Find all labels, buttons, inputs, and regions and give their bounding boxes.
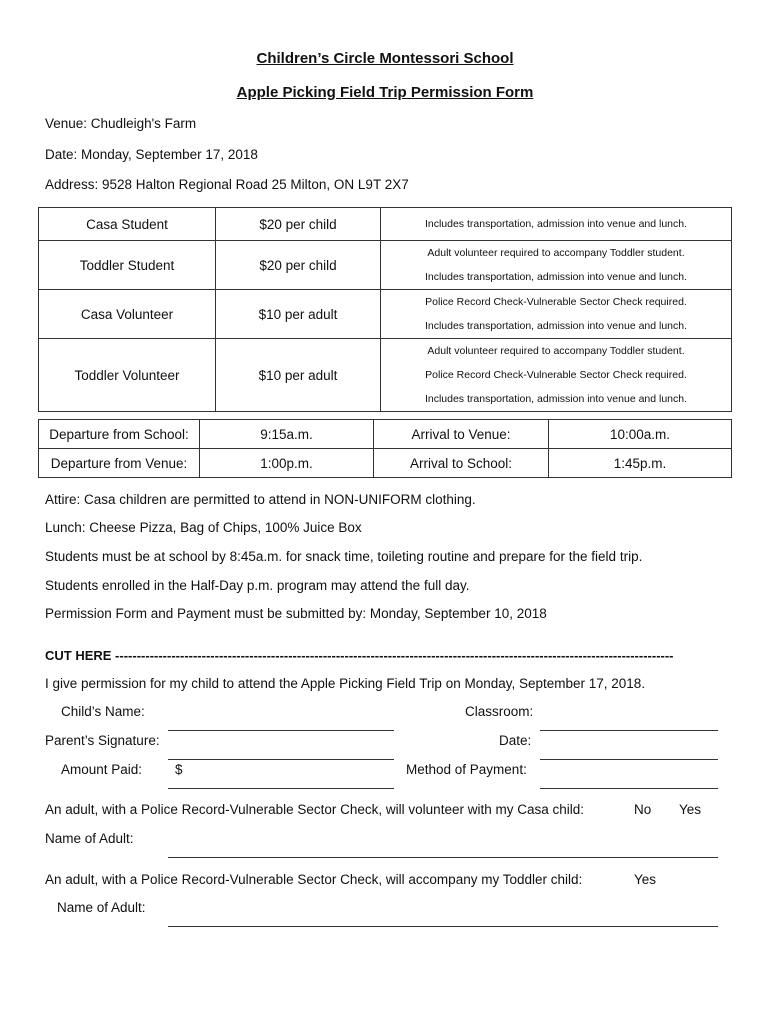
pricing-type: Casa Student	[39, 208, 216, 241]
method-of-payment-line[interactable]	[540, 788, 718, 789]
arrival-text: Students must be at school by 8:45a.m. for snack time, toileting routine and prepare for the field trip.	[45, 549, 643, 564]
pricing-row-casa-student	[39, 208, 732, 241]
pricing-note: Police Record Check-Vulnerable Sector Check required.	[425, 369, 687, 381]
parent-signature-label: Parent’s Signature:	[45, 733, 160, 748]
name-of-adult-label: Name of Adult:	[45, 831, 134, 846]
classroom-label: Classroom:	[465, 704, 534, 719]
times-label: Departure from School:	[39, 420, 200, 449]
times-row	[39, 449, 732, 478]
pricing-note: Adult volunteer required to accompany Toddler student.	[427, 345, 685, 357]
pricing-type: Toddler Volunteer	[39, 339, 216, 412]
parent-signature-line[interactable]	[168, 759, 394, 760]
date-label: Date:	[499, 733, 532, 748]
pricing-note: Includes transportation, admission into venue and lunch.	[424, 218, 688, 230]
form-title: Apple Picking Field Trip Permission Form	[236, 84, 534, 101]
times-value: 10:00a.m.	[549, 420, 732, 449]
pricing-price: $20 per child	[216, 241, 381, 290]
attire-text: Attire: Casa children are permitted to attend in NON-UNIFORM clothing.	[45, 492, 476, 507]
pricing-note: Includes transportation, admission into venue and lunch.	[424, 320, 688, 332]
address-text: Address: 9528 Halton Regional Road 25 Milton, ON L9T 2X7	[45, 177, 409, 192]
currency-symbol: $	[175, 762, 183, 777]
pricing-row-toddler-student	[39, 241, 732, 290]
times-table	[38, 419, 732, 478]
pricing-notes	[381, 208, 732, 241]
date-text: Date: Monday, September 17, 2018	[45, 147, 258, 162]
permission-statement: I give permission for my child to attend the Apple Picking Field Trip on Monday, September 17, 2018.	[45, 676, 646, 691]
pricing-price: $10 per adult	[216, 290, 381, 339]
times-label: Departure from Venue:	[39, 449, 200, 478]
cut-here-line: CUT HERE ---------------------------------------------------------------------------------------------------------------------------------	[45, 648, 674, 663]
date-line[interactable]	[540, 759, 718, 760]
toddler-volunteer-question: An adult, with a Police Record-Vulnerable Sector Check, will accompany my Toddler child:	[45, 872, 583, 887]
pricing-row-casa-volunteer	[39, 290, 732, 339]
pricing-row-toddler-volunteer	[39, 339, 732, 412]
name-of-adult-line-2[interactable]	[168, 926, 718, 927]
childs-name-label: Child’s Name:	[61, 704, 145, 719]
pricing-price: $10 per adult	[216, 339, 381, 412]
name-of-adult-line[interactable]	[168, 857, 718, 858]
times-row	[39, 420, 732, 449]
pricing-type: Casa Volunteer	[39, 290, 216, 339]
casa-yes-option[interactable]: Yes	[679, 802, 702, 817]
half-day-text: Students enrolled in the Half-Day p.m. program may attend the full day.	[45, 578, 470, 593]
times-value: 9:15a.m.	[200, 420, 374, 449]
amount-paid-line[interactable]	[168, 788, 394, 789]
times-label: Arrival to School:	[374, 449, 549, 478]
pricing-note: Includes transportation, admission into venue and lunch.	[424, 393, 688, 405]
classroom-line[interactable]	[540, 730, 718, 731]
pricing-table	[38, 207, 732, 412]
pricing-type: Toddler Student	[39, 241, 216, 290]
times-value: 1:00p.m.	[200, 449, 374, 478]
casa-no-option[interactable]: No	[634, 802, 652, 817]
pricing-price: $20 per child	[216, 208, 381, 241]
pricing-note: Includes transportation, admission into venue and lunch.	[424, 271, 688, 283]
name-of-adult-label-2: Name of Adult:	[57, 900, 146, 915]
method-of-payment-label: Method of Payment:	[406, 762, 527, 777]
times-label: Arrival to Venue:	[374, 420, 549, 449]
amount-paid-label: Amount Paid:	[61, 762, 143, 777]
pricing-notes	[381, 241, 732, 290]
pricing-notes	[381, 290, 732, 339]
pricing-note: Adult volunteer required to accompany Toddler student.	[427, 247, 685, 259]
toddler-yes-option[interactable]: Yes	[634, 872, 657, 887]
venue-text: Venue: Chudleigh's Farm	[45, 116, 197, 131]
school-name: Children’s Circle Montessori School	[256, 50, 514, 67]
childs-name-line[interactable]	[168, 730, 394, 731]
pricing-notes	[381, 339, 732, 412]
deadline-text: Permission Form and Payment must be submitted by: Monday, September 10, 2018	[45, 606, 547, 621]
lunch-text: Lunch: Cheese Pizza, Bag of Chips, 100% Juice Box	[45, 520, 362, 535]
pricing-note: Police Record Check-Vulnerable Sector Check required.	[425, 296, 687, 308]
casa-volunteer-question: An adult, with a Police Record-Vulnerable Sector Check, will volunteer with my Casa child:	[45, 802, 584, 817]
times-value: 1:45p.m.	[549, 449, 732, 478]
